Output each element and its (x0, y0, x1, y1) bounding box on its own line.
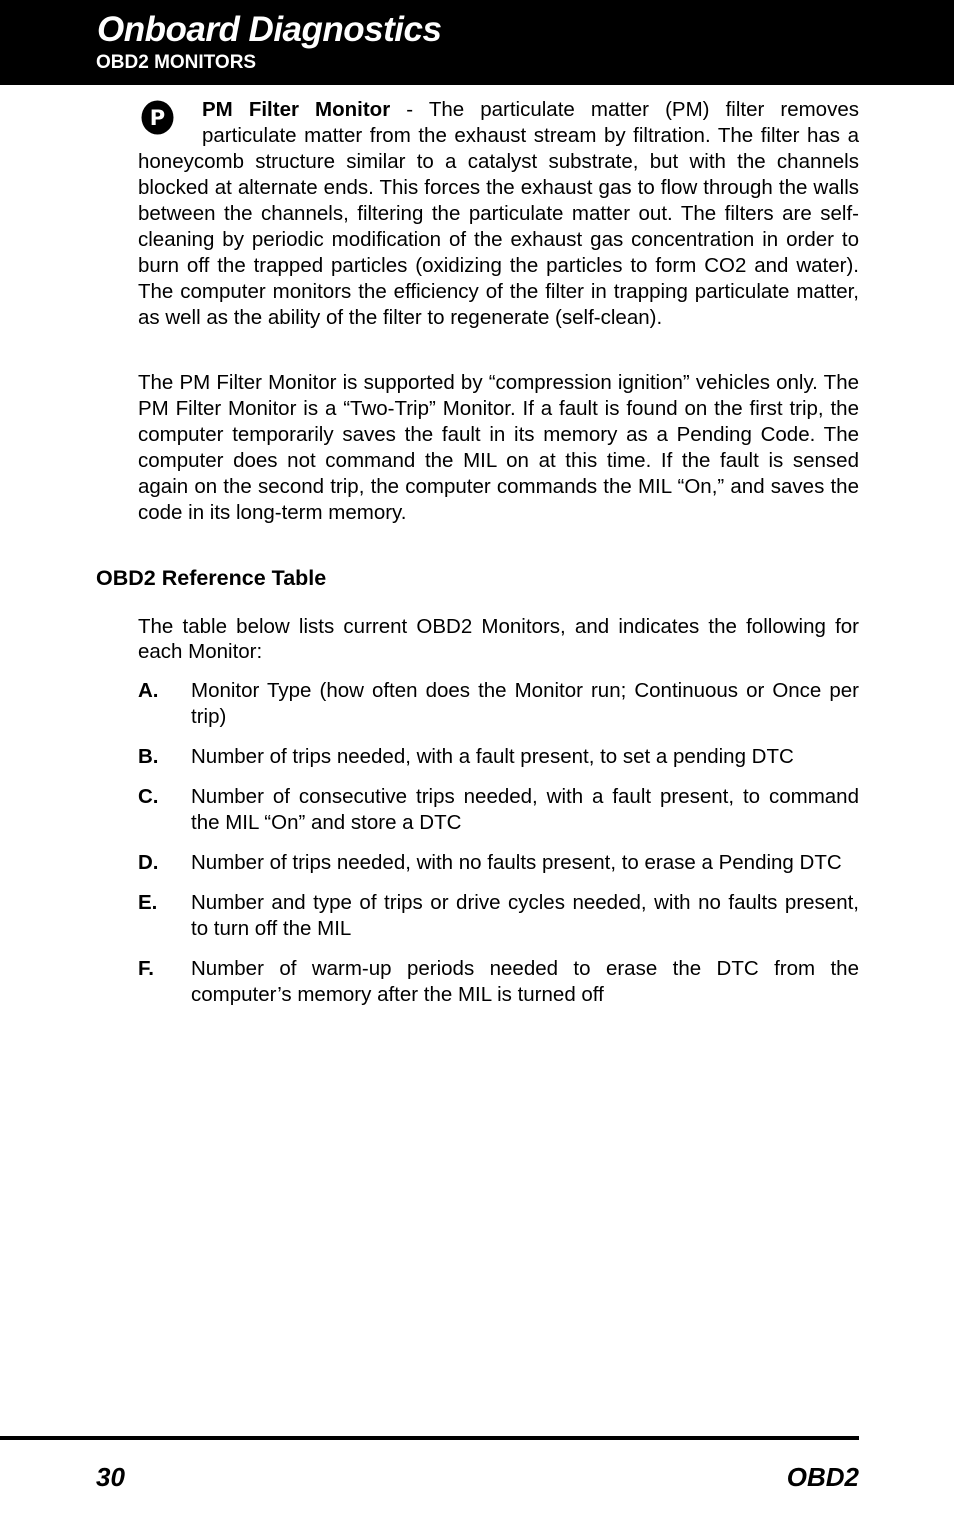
list-item-letter: B. (138, 745, 159, 768)
p-icon-letter: P (149, 106, 166, 130)
list-item (138, 850, 859, 876)
pm-filter-trip-paragraph: The PM Filter Monitor is supported by “compression ignition” vehicles only. The PM Filter Monitor is a “Two-Trip” Monitor. If a fault is found on the first trip, the computer temporarily saves the fault in its memory as a Pending Code. The computer does not command the MIL on at this time. If the fault is sensed again on the second trip, the computer commands the MIL “On,” and saves the code in its long-term memory. (138, 371, 859, 524)
reference-intro: The table below lists current OBD2 Monitors, and indicates the following for each Monitor: (138, 615, 859, 663)
footer-label: OBD2 (786, 1462, 859, 1492)
list-item-text: Number of consecutive trips needed, with a fault present, to command the MIL “On” and store a DTC (191, 785, 859, 834)
p-monitor-icon (141, 100, 174, 135)
list-item (138, 744, 859, 770)
list-item (138, 890, 859, 942)
pm-filter-description: - The particulate matter (PM) filter removes particulate matter from the exhaust stream by filtration. The filter has a honeycomb structure similar to a catalyst substrate, but with the channels blocked at alternate ends. This forces the exhaust gas to flow through the walls between the channels, filtering the particulate matter out. The filters are self-cleaning by periodic modification of the exhaust gas concentration in order to burn off the trapped particles (oxidizing the particles to form CO2 and water). The computer monitors the efficiency of the filter in trapping particulate matter, as well as the ability of the filter to regenerate (self-clean). (138, 98, 859, 329)
list-item-text: Monitor Type (how often does the Monitor run; Continuous or Once per trip) (191, 679, 859, 728)
pm-filter-paragraph (138, 97, 859, 331)
reference-list (138, 678, 859, 1022)
list-item-letter: E. (138, 891, 158, 914)
page-header (0, 0, 954, 85)
list-item-letter: D. (138, 851, 159, 874)
list-item-text: Number of trips needed, with no faults present, to erase a Pending DTC (191, 851, 842, 874)
page-number: 30 (96, 1462, 125, 1492)
header-subtitle: OBD2 MONITORS (96, 52, 257, 73)
section-heading: OBD2 Reference Table (96, 566, 327, 590)
list-item-letter: F. (138, 957, 154, 980)
header-title: Onboard Diagnostics (97, 10, 442, 49)
list-item-text: Number of warm-up periods needed to erase the DTC from the computer’s memory after the MIL is turned off (191, 957, 859, 1006)
list-item-letter: A. (138, 679, 159, 702)
footer-divider (0, 1436, 859, 1440)
list-item-letter: C. (138, 785, 159, 808)
pm-filter-term: PM Filter Monitor (202, 98, 391, 121)
list-item (138, 956, 859, 1008)
list-item (138, 784, 859, 836)
list-item (138, 678, 859, 730)
list-item-text: Number and type of trips or drive cycles needed, with no faults present, to turn off the MIL (191, 891, 859, 940)
list-item-text: Number of trips needed, with a fault present, to set a pending DTC (191, 745, 794, 768)
